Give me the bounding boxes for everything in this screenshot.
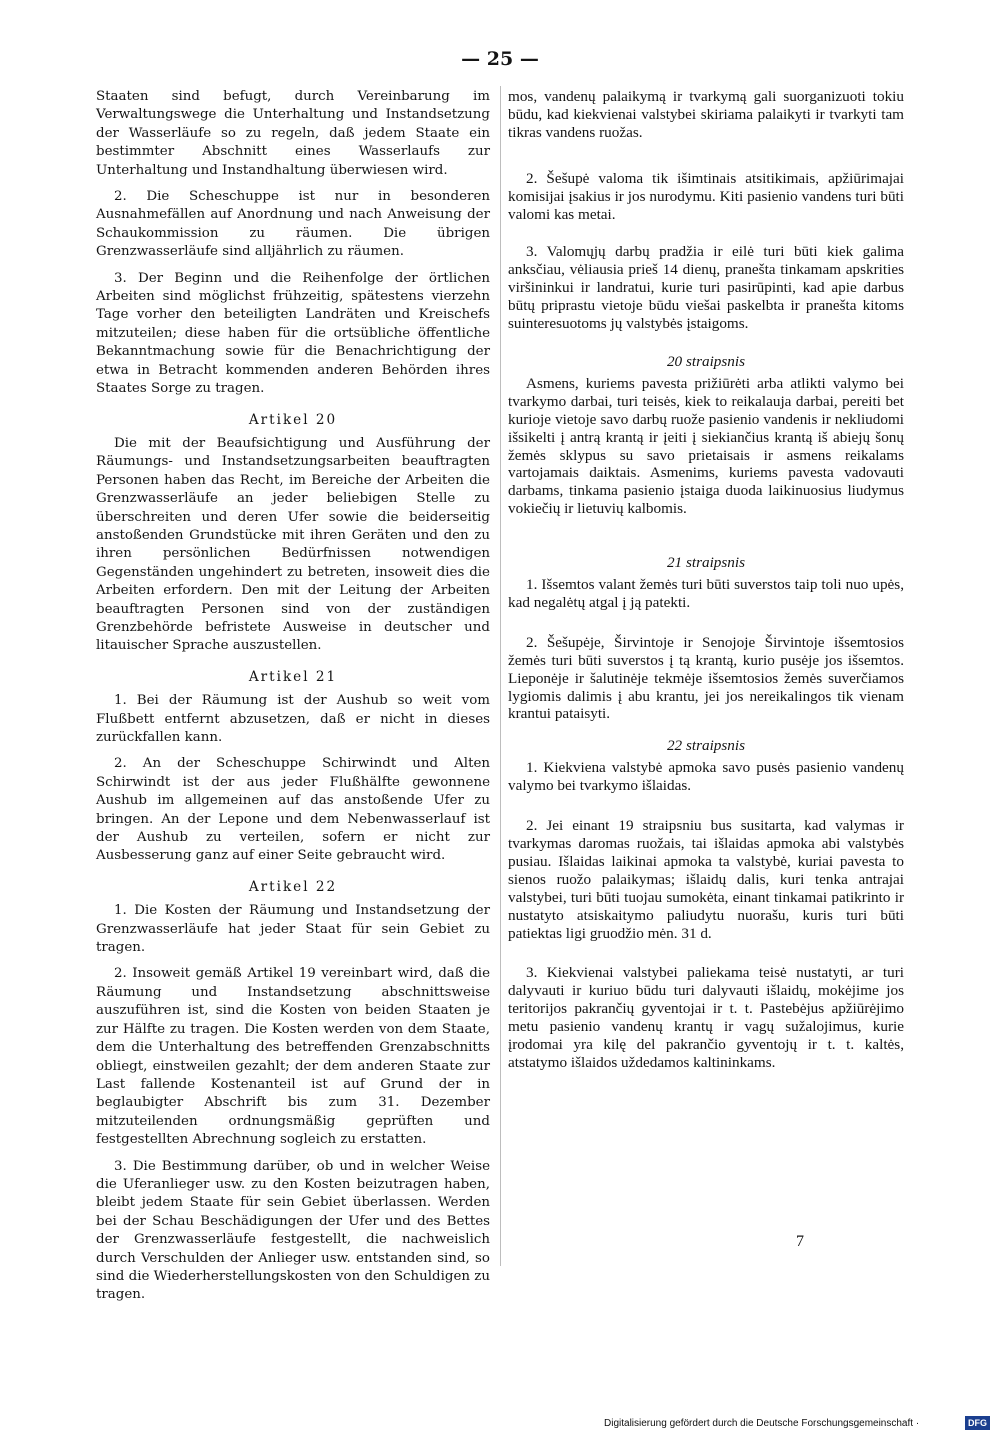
german-article-21-section-2: 2. An der Scheschuppe Schirwindt und Alten Schirwindt ist der aus jeder Flußhälfte gewonnene Aushub im allgemeinen auf das anstoßende Ufer zu bringen. An der Lepone und dem Nebenwasserlauf ist der Aushub zu verteilen, sofern er nicht zur Ausbesserung ganz auf einer Seite gebraucht wird. bbox=[96, 756, 490, 864]
german-heading-article-20: Artikel 20 bbox=[248, 411, 338, 428]
lithuanian-article-21-section-2: 2. Šešupėje, Širvintoje ir Senojoje Širvintoje išsemtosios žemės turi būti suverstos į tą krantą, kurio pusėje jos išsemtos. Lieponėje ir šalutinėje tekmėje išsemtosios žemės suverčiamos lygiomis dalimis į abu krantu, jei jos nereikalingos tik vienam krantui pataisyti. bbox=[508, 633, 904, 723]
column-divider bbox=[500, 86, 501, 1266]
dfg-logo: DFG bbox=[965, 1416, 990, 1430]
german-article-22-section-3: 3. Die Bestimmung darüber, ob und in welcher Weise die Uferanlieger usw. zu den Kosten beizutragen haben, bleibt jedem Staate für sein Gebiet überlassen. Werden bei der Schau Beschädigungen der Ufer und des Bettes der Grenzwasserläufe festgestellt, die nachweislich durch Verschulden der Anlieger usw. entstanden sind, so sind die Wiederherstellungskosten von den Schuldigen zu tragen. bbox=[96, 1158, 490, 1303]
german-heading-article-21: Artikel 21 bbox=[248, 668, 338, 685]
german-article-22-section-2: 2. Insoweit gemäß Artikel 19 vereinbart wird, daß die Räumung und Instandsetzung abschnittsweise auszuführen ist, sind die Kosten von beiden Staaten je zur Hälfte zu tragen. Die Kosten werden von dem Staate, dem die Unterhaltung des betreffenden Grenzabschnitts obliegt, einstweilen gezahlt; der dem anderen Staate zur Last fallende Kostenanteil ist auf Grund der in beglaubigter Abschrift bis zum 31. Dezember mitzuteilenden ordnungsmäßig geprüften und festgestellten Abrechnung sogleich zu erstatten. bbox=[96, 966, 490, 1148]
lithuanian-heading-article-21: 21 straipsnis bbox=[666, 554, 746, 572]
german-article-19-section-3: 3. Der Beginn und die Reihenfolge der örtlichen Arbeiten sind möglichst frühzeitig, spätestens vierzehn Tage vorher den beteiligten Landräten und Kreischefs mitzuteilen; diese haben für die ortsübliche öffentliche Bekanntmachung sowie für die Benachrichtigung der etwa in Betracht kommenden anderen Behörden ihres Staates Sorge zu tragen. bbox=[96, 270, 490, 397]
german-article-20-text: Die mit der Beaufsichtigung und Ausführung der Räumungs- und Instandsetzungsarbeiten beauftragten Personen haben das Recht, im Bereiche der Arbeiten die Grenzwasserläufe an jeder beliebigen Stelle zu überschreiten und deren Ufer sowie die beiderseitig anstoßenden Grundstücke mit ihren Geräten und den zu ihren persönlichen Bedürfnissen notwendigen Gegenständen ungehindert zu betreten, insoweit dies die Arbeiten erfordern. Den mit der Leitung der Arbeiten beauftragten Personen sind von der zuständigen Grenzbehörde befristete Ausweise in deutscher und litauischer Sprache auszustellen. bbox=[96, 435, 490, 654]
german-article-21-section-1: 1. Bei der Räumung ist der Aushub so weit vom Flußbett entfernt abzusetzen, daß er nicht in dieses zurückfallen kann. bbox=[96, 693, 490, 745]
german-article-19-section-2: 2. Die Scheschuppe ist nur in besonderen Ausnahmefällen auf Anordnung und nach Anweisung der Schaukommission zu räumen. Die übrigen Grenzwasserläufe sind alljährlich zu räumen. bbox=[96, 189, 490, 260]
lithuanian-article-19-section-3: 3. Valomųjų darbų pradžia ir eilė turi būti kiek galima anksčiau, vėliausia prieš 14 dienų, pranešta tinkamam apskrities viršininkui ir landratui, kurie turi pasirūpinti, kad apie darbus būtų priprastu vietoje būdu viešai paskelbta ir pranešta kitoms suinteresuotoms jų valstybės įstaigoms. bbox=[508, 243, 904, 333]
lithuanian-article-22-section-1: 1. Kiekviena valstybė apmoka savo pusės pasienio vandenų valymo bei tvarkymo išlaidas. bbox=[508, 759, 904, 795]
lithuanian-column bbox=[508, 88, 904, 1284]
lithuanian-heading-article-22: 22 straipsnis bbox=[666, 737, 746, 755]
sheet-number: 7 bbox=[796, 1233, 804, 1250]
page-number: — 25 — bbox=[461, 48, 539, 70]
german-paragraph-intro: Staaten sind befugt, durch Vereinbarung im Verwaltungswege die Unterhaltung und Instandsetzung der Wasserläufe so zu regeln, daß jedem Staate ein bestimmter Abschnitt eines Wasserlaufs zur Unterhaltung und Instandhaltung überwiesen wird. bbox=[96, 89, 490, 178]
digitization-credit: Digitalisierung gefördert durch die Deutsche Forschungsgemeinschaft · bbox=[604, 1418, 920, 1429]
german-heading-article-22: Artikel 22 bbox=[248, 878, 338, 895]
lithuanian-paragraph-intro: mos, vandenų palaikymą ir tvarkymą gali suorganizuoti tokiu būdu, kad kiekvienai valstybei skiriama palaikyti ir tvarkyti tam tikras vandens ruožas. bbox=[508, 88, 904, 141]
german-article-22-section-1: 1. Die Kosten der Räumung und Instandsetzung der Grenzwasserläufe hat jeder Staat für sein Gebiet zu tragen. bbox=[96, 903, 490, 956]
lithuanian-article-20-text: Asmens, kuriems pavesta prižiūrėti arba atlikti valymo bei tvarkymo darbai, turi teisės, kiek to reikalauja darbai, pereiti bet kurioje vietoje savo darbų ruože pasienio vandenis ir nekliudomi išsikelti į antrą krantą ir įeiti į siekiančius krantą iš abiejų šonų žemės sklypus su savo prietaisais ir asmens reikalams vartojamais daiktais. Asmenims, kuriems pavesta vadovauti darbams, tinkama pasienio įstaiga duoda laikinuosius liudymus vokiečių ir lietuvių kalbomis. bbox=[508, 374, 904, 518]
lithuanian-article-22-section-2: 2. Jei einant 19 straipsniu bus susitarta, kad valymas ir tvarkymas daromas ruožais, tai išlaidas apmoka abi valstybės pusiau. Išlaidas laikinai apmoka ta valstybė, kuriai pavesta to sienos ruožo palaikymas; išlaidų dalis, kuri tenka antrajai valstybei, turi būti tuojau sumokėta, einant tinkamai patikrinto ir nustatyto atsiskaitymo paliudytu nuorašu, kuris turi būti patiektas ligi gruodžio mėn. 31 d. bbox=[508, 817, 904, 942]
lithuanian-heading-article-20: 20 straipsnis bbox=[666, 352, 746, 370]
lithuanian-article-19-section-2: 2. Šešupė valoma tik išimtinais atsitikimais, apžiūrimajai komisijai įsakius ir jos nurodymu. Kiti pasienio vandens turi būti valomi kas metai. bbox=[508, 169, 904, 223]
lithuanian-article-22-section-3: 3. Kiekvienai valstybei paliekama teisė nustatyti, ar turi dalyvauti ir kuriuo būdu turi dalyvauti išlaidų, mokėjime jos teritorijos pakrančių gyventojai ir t. t. Pastebėjus apžiūrėjimo metu pasienio vandenų krantų ir vagų sužalojimus, kurie įrodomai yra kilę del pakrančio gyventojų ir t. t. kaltės, atstatymo išlaidos uždedamos kaltininkams. bbox=[508, 964, 904, 1071]
lithuanian-article-21-section-1: 1. Išsemtos valant žemės turi būti suverstos taip toli nuo upės, kad negalėtų atgal į ją patekti. bbox=[508, 576, 904, 611]
german-column bbox=[96, 88, 490, 1303]
